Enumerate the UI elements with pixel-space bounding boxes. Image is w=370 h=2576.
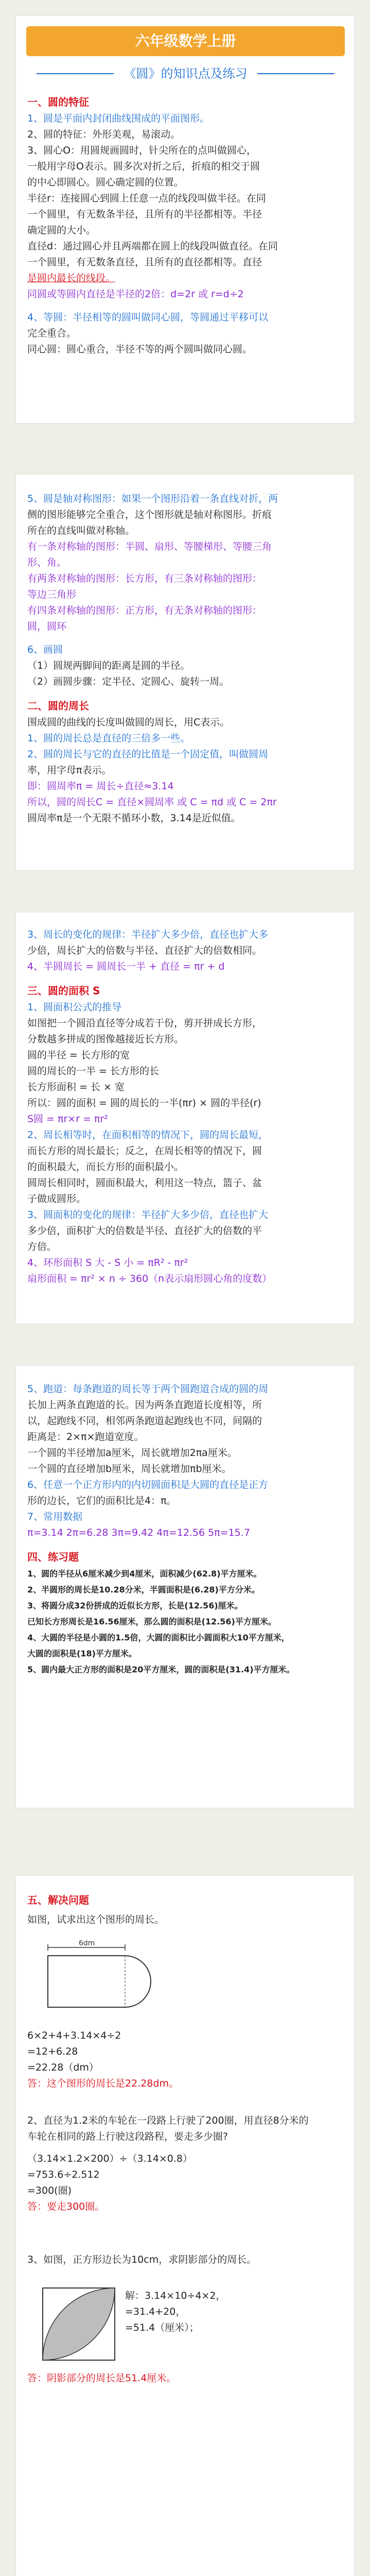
- answer-line: 答：这个图形的周长是22.28dm。: [27, 2078, 179, 2089]
- text-line: 长方形面积 = 长 × 宽: [27, 1081, 125, 1093]
- text-line: 率，用字母π表示。: [27, 765, 112, 776]
- exercise-line: 5、圆内最大正方形的面积是20平方厘米，圆的面积是(31.4)平方厘米。: [27, 1665, 295, 1674]
- highlight-line: 是圆内最长的线段。: [27, 273, 116, 284]
- spacer: [27, 302, 344, 310]
- text-line: （1）圆规两脚间的距离是圆的半径。: [27, 660, 190, 671]
- numbered-point: 6、画圆: [27, 644, 63, 655]
- text-line: 一个圆的半径增加a厘米，周长就增加2πa厘米。: [27, 1447, 237, 1459]
- numbered-point: 1、圆是平面内封闭曲线围成的平面图形。: [27, 113, 210, 124]
- solution-line: 6×2+4+3.14×4÷2: [27, 2030, 121, 2041]
- card4-body: [27, 1381, 344, 1677]
- figure-outline: [48, 1956, 151, 2007]
- text-line: 圆的半径 = 长方形的宽: [27, 1049, 130, 1061]
- text-line: 一般用字母O表示。圆多次对折之后，折痕的相交于圆: [27, 161, 260, 172]
- page-subtitle: 《圆》的知识点及练习: [37, 63, 334, 84]
- problem-2-text: 2、直径为1.2米的车轮在一段路上行驶了200圈，用直径8分米的: [27, 2115, 309, 2126]
- card3-body: [27, 927, 344, 1287]
- problem-1-solution: [27, 2028, 344, 2092]
- numbered-point: 2、周长相等时，在面积相等的情况下，圆的周长最短，: [27, 1129, 269, 1141]
- section-heading: 四、练习题: [27, 1551, 79, 1563]
- spacer: [27, 1541, 344, 1548]
- numbered-point: 6、任意一个正方形内的内切圆面积是大圆的直径是正方: [27, 1479, 269, 1490]
- numbered-point: 5、圆是轴对称图形：如果一个图形沿着一条直线对折，两: [27, 493, 278, 504]
- card1-body: [27, 93, 344, 358]
- solution-line: =51.4（厘米）；: [125, 2322, 199, 2333]
- text-line: 半径r：连接圆心到圆上任意一点的线段叫做半径。在同: [27, 193, 266, 204]
- text-line: 少倍，周长扩大的倍数与半径、直径扩大的倍数相同。: [27, 945, 262, 956]
- section-heading: 三、圆的面积 S: [27, 985, 100, 997]
- dimension-label: 6dm: [79, 1940, 95, 1947]
- text-line: 圆的周长的一半 = 长方形的长: [27, 1065, 159, 1077]
- text-line: 2、圆的特征：外形美观，易滚动。: [27, 129, 181, 140]
- answer-line: 答：阴影部分的周长是51.4厘米。: [27, 2372, 177, 2384]
- card-track-exercises: [15, 1365, 355, 1808]
- text-line: 一个圆的直径增加b厘米，周长就增加πb厘米。: [27, 1463, 232, 1475]
- section-heading: 二、圆的周长: [27, 700, 89, 712]
- text-line: 长加上两条直跑道的长。因为两条直跑道长度相等，所: [27, 1399, 262, 1411]
- problem-3-answer: [27, 2370, 344, 2386]
- section-heading: 五、解决问题: [27, 1894, 89, 1906]
- text-line: 围成圆的曲线的长度叫做圆的周长，用C表示。: [27, 717, 230, 728]
- text-line: 圆周长相同时，圆面积最大，利用这一特点，篮子、盆: [27, 1177, 262, 1189]
- text-line: 所以：圆的面积 = 圆的周长的一半(πr) × 圆的半径(r): [27, 1097, 261, 1109]
- problem-2: [27, 2113, 344, 2215]
- text-line: 的中心即圆心。圆心确定圆的位置。: [27, 177, 184, 188]
- solution-line: =300(圈): [27, 2185, 72, 2196]
- formula-line: 4、环形面积 S 大 - S 小 = πR² - πr²: [27, 1257, 188, 1268]
- text-line: 而长方形的周长最长；反之，在周长相等的情况下，圆: [27, 1145, 262, 1157]
- text-line: 形的边长，它们的面积比是4：π。: [27, 1495, 177, 1506]
- numbered-point: 3、圆面积的变化的规律：半径扩大多少倍，直径也扩大: [27, 1209, 269, 1221]
- exercise-line: 大圆的面积是(18)平方厘米。: [27, 1649, 137, 1658]
- numbered-point: 3、周长的变化的规律：半径扩大多少倍，直径也扩大多: [27, 929, 269, 940]
- card2-body: [27, 491, 344, 826]
- card5-body: [27, 1891, 344, 2384]
- text-line: 以，起跑线不同，相邻两条跑道起跑线也不同，间隔的: [27, 1415, 262, 1427]
- problem-3-text: 3、如图，正方形边长为10cm，求阴影部分的周长。: [27, 2254, 257, 2265]
- spacer: [27, 635, 344, 642]
- formula-line: S圆 = πr×r = πr²: [27, 1113, 108, 1125]
- section-heading: 一、圆的特征: [27, 96, 89, 108]
- numbered-point: 1、圆的周长总是直径的三倍多一些。: [27, 733, 190, 744]
- rect-semicircle-figure: [38, 1940, 192, 2018]
- text-line: 一个圆里，有无数条半径，且所有的半径都相等。半径: [27, 209, 262, 220]
- answer-line: 答：要走300圈。: [27, 2201, 105, 2212]
- page-title: 六年级数学上册: [26, 26, 345, 56]
- text-line: 的面积最大，而长方形的面积最小。: [27, 1161, 184, 1173]
- exercise-line: 2、半圆形的周长是10.28分米，半圆面积是(6.28)平方分米。: [27, 1585, 260, 1595]
- text-line: 所在的直线叫做对称轴。: [27, 525, 135, 536]
- solution-line: =22.28（dm）: [27, 2062, 99, 2073]
- formula-line: 形、角。: [27, 557, 67, 568]
- problem-3-solution: [125, 2288, 341, 2336]
- formula-line: 即：圆周率π = 周长÷直径≈3.14: [27, 781, 174, 792]
- numbered-point: 7、常用数据: [27, 1511, 83, 1522]
- text-line: 同心圆：圆心重合，半径不等的两个圆叫做同心圆。: [27, 344, 253, 355]
- card-symmetry-perimeter: [15, 474, 355, 871]
- text-line: 如图把一个圆沿直径等分成若干份，剪开拼成长方形，: [27, 1018, 262, 1029]
- spacer: [27, 690, 344, 697]
- solution-line: 解：3.14×10÷4×2，: [125, 2290, 226, 2301]
- numbered-point: 5、跑道：每条跑道的周长等于两个圆跑道合成的圆的周: [27, 1383, 269, 1395]
- solution-line: =31.4+20，: [125, 2306, 186, 2317]
- formula-line: 所以，圆的周长C = 直径×圆周率 或 C = πd 或 C = 2πr: [27, 796, 277, 808]
- numbered-point: 4、等圆：半径相等的圆叫做同心圆，等圆通过平移可以: [27, 312, 269, 323]
- text-line: 圆周率π是一个无限不循环小数，3.14是近似值。: [27, 812, 241, 824]
- text-line: 3、圆心O：用圆规画圆时，针尖所在的点叫做圆心，: [27, 145, 257, 156]
- solution-line: （3.14×1.2×200）÷（3.14×0.8）: [27, 2153, 192, 2164]
- problem-2-text: 车轮在相同的路上行驶这段路程，要走多少圈?: [27, 2131, 228, 2142]
- formula-line: 有两条对称轴的图形：长方形，有三条对称轴的图形：: [27, 573, 262, 584]
- text-line: 距离是：2×π×跑道宽度。: [27, 1431, 144, 1443]
- exercise-line: 已知长方形周长是16.56厘米，那么圆的面积是(12.56)平方厘米。: [27, 1617, 276, 1626]
- solution-line: =753.6÷2.512: [27, 2169, 100, 2180]
- formula-line: 有四条对称轴的图形：正方形，有无条对称轴的图形：: [27, 605, 262, 616]
- exercise-line: 4、大圆的半径是小圆的1.5倍，大圆的面积比小圆面积大10平方厘米，: [27, 1633, 290, 1642]
- formula-line: 同圆或等圆内直径是半径的2倍：d=2r 或 r=d÷2: [27, 289, 244, 300]
- text-line: 多少倍，面积扩大的倍数是半径、直径扩大的倍数的平: [27, 1225, 262, 1236]
- text-line: 直径d：通过圆心并且两端都在圆上的线段叫做直径。在同: [27, 241, 278, 252]
- numbered-point: 1、圆面积公式的推导: [27, 1002, 122, 1013]
- text-line: 分数越多拼成的图像越接近长方形。: [27, 1033, 184, 1045]
- text-line: 侧的图形能够完全重合，这个图形就是轴对称图形。折痕: [27, 509, 272, 520]
- solution-line: =12+6.28: [27, 2046, 78, 2057]
- spacer: [27, 975, 344, 982]
- card-circle-area: [15, 912, 355, 1324]
- text-line: （2）画圆步骤：定半径、定圆心、旋转一周。: [27, 676, 230, 687]
- card-word-problems: [15, 1875, 355, 2576]
- problem-1-text: 如图，试求出这个图形的周长。: [27, 1914, 165, 1925]
- square-quarter-circle-figure: [38, 2283, 120, 2365]
- card-circle-features: [15, 15, 355, 423]
- formula-line: 等边三角形: [27, 589, 77, 600]
- numbered-point: 2、圆的周长与它的直径的比值是一个固定值，叫做圆周: [27, 749, 269, 760]
- formula-line: 4、半圆周长 = 圆周长一半 + 直径 = πr + d: [27, 961, 225, 972]
- exercise-line: 1、圆的半径从6厘米减少到4厘米，面积减少(62.8)平方厘米。: [27, 1569, 262, 1579]
- text-line: 确定圆的大小。: [27, 225, 96, 236]
- text-line: 方倍。: [27, 1241, 57, 1252]
- exercise-line: 3、将圆分成32份拼成的近似长方形，长是(12.56)厘米。: [27, 1601, 243, 1611]
- formula-line: π=3.14 2π=6.28 3π=9.42 4π=12.56 5π=15.7: [27, 1527, 250, 1538]
- formula-line: 扇形面积 = πr² × n ÷ 360（n表示扇形圆心角的度数）: [27, 1273, 272, 1284]
- text-line: 子做成圆形。: [27, 1193, 86, 1205]
- problem-3: [27, 2252, 344, 2268]
- formula-line: 有一条对称轴的图形：半圆、扇形、等腰梯形、等腰三角: [27, 541, 272, 552]
- formula-line: 圆，圆环: [27, 621, 67, 632]
- text-line: 一个圆里，有无数条直径，且所有的直径都相等。直径: [27, 257, 262, 268]
- text-line: 完全重合。: [27, 328, 77, 339]
- shaded-region: [43, 2288, 115, 2360]
